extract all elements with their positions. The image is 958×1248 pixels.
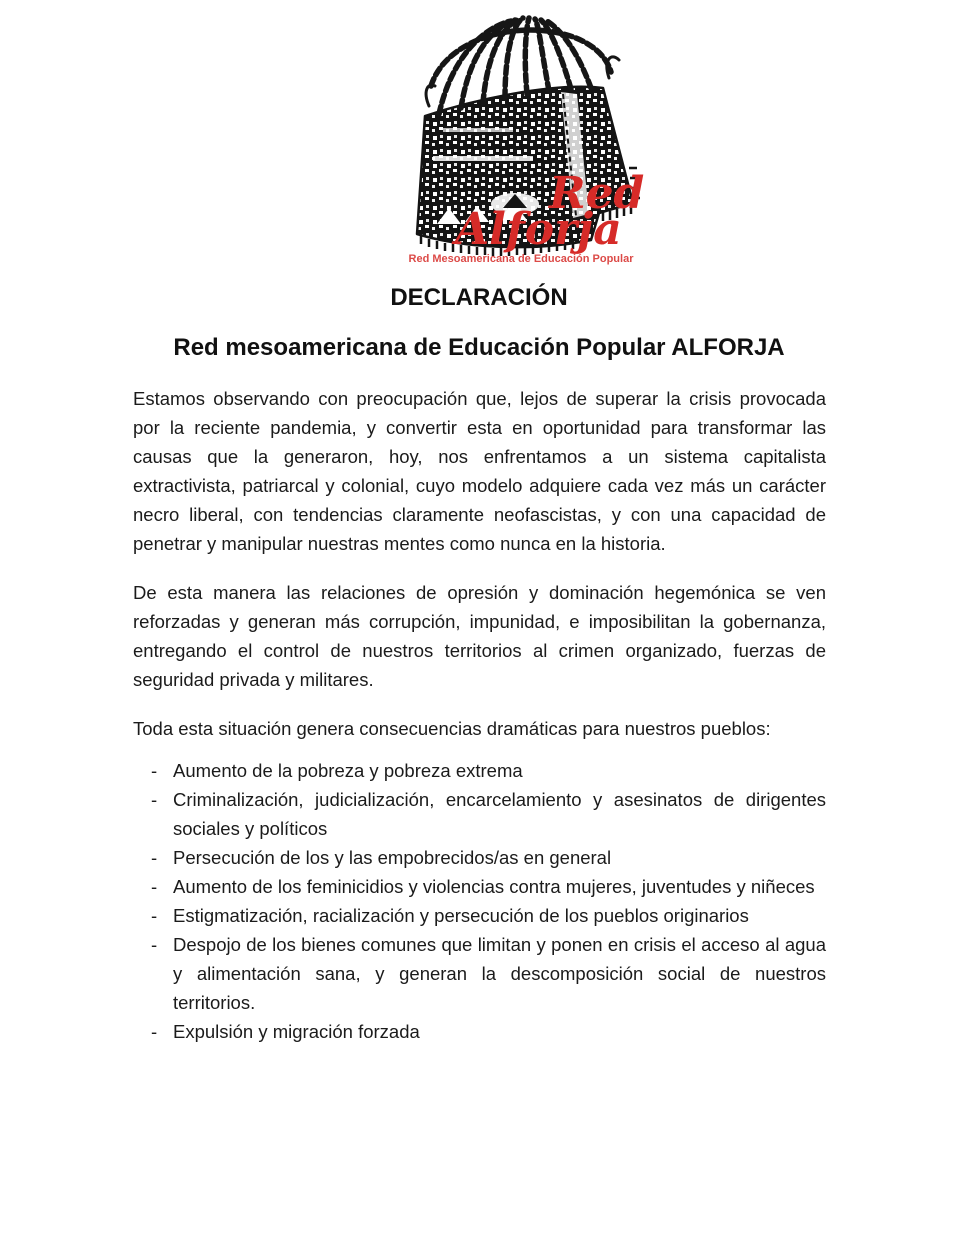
- bullet-text: Aumento de la pobreza y pobreza extrema: [173, 760, 523, 781]
- bullet-item-2: [151, 785, 826, 843]
- logo-tagline: Red Mesoamericana de Educación Popular: [408, 253, 634, 265]
- red-alforja-logo: [403, 8, 645, 265]
- bullet-dash: -: [151, 847, 158, 868]
- bullet-text: Persecución de los y las empobrecidos/as en general: [173, 847, 612, 868]
- document-page: [0, 8, 958, 1248]
- bullet-text: Aumento de los feminicidios y violencias contra mujeres, juventudes y niñeces: [173, 876, 815, 897]
- bullet-dash: -: [151, 1021, 158, 1042]
- bullet-dash: -: [151, 934, 158, 955]
- brand-text-alforja: Alforja: [455, 204, 622, 255]
- bullet-dash: -: [151, 760, 158, 781]
- document-body: [0, 363, 958, 1046]
- paragraph-3-bullets-intro: Toda esta situación genera consecuencias dramáticas para nuestros pueblos:: [133, 718, 771, 739]
- bullet-item-4: [151, 872, 826, 901]
- bullet-text: Criminalización, judicialización, encarcelamiento y asesinatos de dirigentes sociales y políticos: [173, 789, 826, 839]
- paragraph-2: De esta manera las relaciones de opresión y dominación hegemónica se ven reforzadas y generan más corrupción, impunidad, e imposibilitan la gobernanza, entregando el control de nuestros territorios al crimen organizado, fuerzas de seguridad privada y militares.: [133, 582, 826, 690]
- bullet-dash: -: [151, 905, 158, 926]
- brand-text-red: Red: [549, 168, 645, 219]
- bullet-item-6: [151, 930, 826, 1017]
- bullet-text: Estigmatización, racialización y persecución de los pueblos originarios: [173, 905, 749, 926]
- bullet-text: Expulsión y migración forzada: [173, 1021, 420, 1042]
- bullet-text: Despojo de los bienes comunes que limitan y ponen en crisis el acceso al agua y alimentación sana, y generan la descomposición social de nuestros territorios.: [173, 934, 826, 1013]
- document-subtitle: Red mesoamericana de Educación Popular ALFORJA: [173, 334, 785, 361]
- bullet-dash: -: [151, 876, 158, 897]
- bullet-item-1: [151, 756, 826, 785]
- bullet-dash: -: [151, 789, 158, 810]
- paragraph-1: Estamos observando con preocupación que, lejos de superar la crisis provocada por la reciente pandemia, y convertir esta en oportunidad para transformar las causas que la generaron, hoy, nos enfrentamos a un sistema capitalista extractivista, patriarcal y colonial, cuyo modelo adquiere cada vez más un carácter necro liberal, con tendencias claramente neofascistas, y con una capacidad de penetrar y manipular nuestras mentes como nunca en la historia.: [133, 388, 826, 554]
- consequences-bullet-list: [133, 756, 826, 1046]
- bullet-item-7: [151, 1017, 826, 1046]
- bullet-item-5: [151, 901, 826, 930]
- document-title: DECLARACIÓN: [390, 284, 568, 311]
- alforja-bag-illustration: [403, 8, 645, 265]
- bullet-item-3: [151, 843, 826, 872]
